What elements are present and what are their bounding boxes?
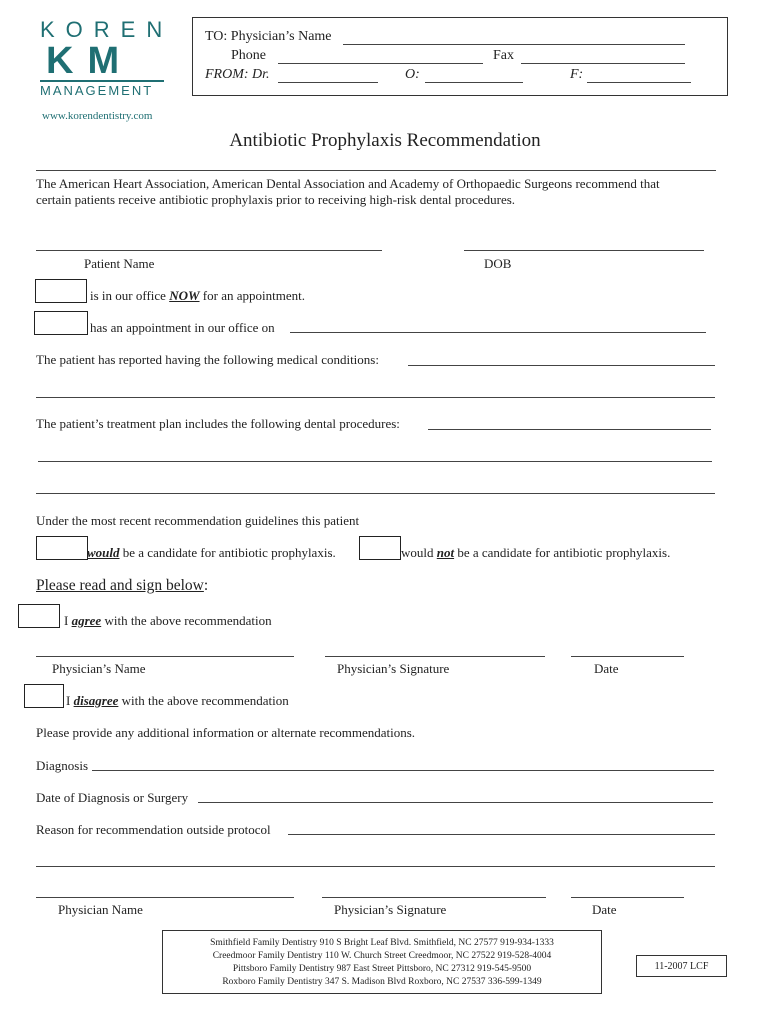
footer-line-creedmoor: Creedmoor Family Dentistry 110 W. Church Street Creedmoor, NC 27522 919-528-4004 bbox=[212, 951, 552, 961]
would-word: would bbox=[87, 545, 120, 560]
footer-line-pittsboro: Pittsboro Family Dentistry 987 East Street Pittsboro, NC 27312 919-545-9500 bbox=[232, 964, 532, 974]
reason-field-1[interactable] bbox=[288, 834, 715, 835]
has-appointment-checkbox[interactable] bbox=[34, 311, 88, 335]
o-field[interactable] bbox=[425, 82, 523, 83]
now-word: NOW bbox=[169, 288, 200, 303]
website-link[interactable]: www.korendentistry.com bbox=[42, 110, 153, 122]
form-code-box: 11-2007 LCF bbox=[636, 955, 727, 977]
agree-post: with the above recommendation bbox=[101, 613, 272, 628]
in-office-post: for an appointment. bbox=[199, 288, 305, 303]
logo bbox=[40, 17, 174, 122]
treatment-plan-field-3[interactable] bbox=[36, 493, 715, 494]
sign-heading-text: Please read and sign below bbox=[36, 577, 204, 594]
physician-signature-field-1[interactable] bbox=[325, 656, 545, 657]
intro-line-2: certain patients receive antibiotic prophylaxis prior to receiving high-risk dental procedures. bbox=[36, 192, 516, 207]
physician-signature-field-2[interactable] bbox=[322, 897, 546, 898]
fax-header-box bbox=[192, 17, 728, 96]
disagree-checkbox[interactable] bbox=[24, 684, 64, 708]
patient-name-field[interactable] bbox=[36, 250, 382, 251]
in-office-pre: is in our office bbox=[90, 288, 170, 303]
date-field-2[interactable] bbox=[571, 897, 684, 898]
office-locations-box bbox=[162, 930, 602, 994]
page-title: Antibiotic Prophylaxis Recommendation bbox=[229, 130, 541, 151]
would-post: be a candidate for antibiotic prophylaxis. bbox=[119, 545, 336, 560]
intro-line-1: The American Heart Association, American Dental Association and Academy of Orthopaedic Surgeons recommend that bbox=[36, 176, 660, 191]
appointment-date-field[interactable] bbox=[290, 332, 706, 333]
phone-field[interactable] bbox=[278, 63, 483, 64]
diagnosis-field[interactable] bbox=[92, 770, 714, 771]
physician-name-field[interactable] bbox=[343, 44, 685, 45]
medical-conditions-field-1[interactable] bbox=[408, 365, 715, 366]
dob-field[interactable] bbox=[464, 250, 704, 251]
logo-top-text: KOREN bbox=[40, 17, 174, 42]
fax-field[interactable] bbox=[521, 63, 685, 64]
logo-bottom-text: MANAGEMENT bbox=[40, 80, 164, 100]
in-office-now-text bbox=[90, 288, 305, 304]
patient-name-label: Patient Name bbox=[84, 256, 155, 271]
sign-heading-colon: : bbox=[203, 577, 209, 594]
medical-conditions-field-2[interactable] bbox=[36, 397, 715, 398]
agree-checkbox[interactable] bbox=[18, 604, 60, 628]
f-field[interactable] bbox=[587, 82, 691, 83]
would-not-candidate-checkbox[interactable] bbox=[359, 536, 401, 560]
o-label: O: bbox=[405, 67, 420, 82]
physician-name-sig-field-1[interactable] bbox=[36, 656, 294, 657]
date-label-1: Date bbox=[594, 661, 619, 676]
fax-label: Fax bbox=[493, 48, 514, 63]
would-not-post: be a candidate for antibiotic prophylaxis. bbox=[454, 545, 671, 560]
disagree-word: disagree bbox=[73, 693, 119, 708]
diagnosis-label: Diagnosis bbox=[36, 758, 88, 773]
to-physician-label: TO: Physician’s Name bbox=[205, 29, 332, 44]
physician-name-sig-field-2[interactable] bbox=[36, 897, 294, 898]
from-label: FROM: Dr. bbox=[205, 67, 270, 82]
agree-text bbox=[64, 613, 272, 629]
phone-label: Phone bbox=[231, 48, 266, 63]
in-office-now-checkbox[interactable] bbox=[35, 279, 87, 303]
from-dr-field[interactable] bbox=[278, 82, 378, 83]
has-appointment-label: has an appointment in our office on bbox=[90, 320, 275, 335]
date-of-diagnosis-label: Date of Diagnosis or Surgery bbox=[36, 790, 189, 805]
logo-middle-text: KM bbox=[46, 40, 134, 82]
guidelines-label: Under the most recent recommendation guidelines this patient bbox=[36, 513, 360, 528]
would-not-candidate-text bbox=[401, 545, 670, 561]
would-candidate-checkbox[interactable] bbox=[36, 536, 88, 560]
date-label-2: Date bbox=[592, 902, 617, 917]
physician-name-label-1: Physician’s Name bbox=[52, 661, 146, 676]
physician-name-label-2: Physician Name bbox=[58, 902, 143, 917]
agree-pre: I bbox=[64, 613, 72, 628]
footer-line-roxboro: Roxboro Family Dentistry 347 S. Madison Blvd Roxboro, NC 27537 336-599-1349 bbox=[222, 977, 542, 987]
title-divider bbox=[36, 170, 716, 171]
additional-info-label: Please provide any additional information or alternate recommendations. bbox=[36, 725, 416, 740]
reason-label: Reason for recommendation outside protocol bbox=[36, 822, 271, 837]
date-of-diagnosis-field[interactable] bbox=[198, 802, 713, 803]
sign-heading bbox=[36, 577, 208, 595]
physician-signature-label-2: Physician’s Signature bbox=[334, 902, 447, 917]
treatment-plan-label: The patient’s treatment plan includes the following dental procedures: bbox=[36, 416, 400, 431]
disagree-text bbox=[66, 693, 289, 709]
footer-line-smithfield: Smithfield Family Dentistry 910 S Bright Leaf Blvd. Smithfield, NC 27577 919-934-1333 bbox=[210, 938, 554, 948]
f-label: F: bbox=[570, 67, 584, 82]
date-field-1[interactable] bbox=[571, 656, 684, 657]
disagree-pre: I bbox=[66, 693, 74, 708]
treatment-plan-field-2[interactable] bbox=[38, 461, 712, 462]
would-candidate-text bbox=[87, 545, 336, 561]
would-not-pre: would bbox=[401, 545, 437, 560]
medical-conditions-label: The patient has reported having the following medical conditions: bbox=[36, 352, 379, 367]
treatment-plan-field-1[interactable] bbox=[428, 429, 711, 430]
dob-label: DOB bbox=[484, 256, 512, 271]
agree-word: agree bbox=[71, 613, 102, 628]
not-word: not bbox=[436, 545, 455, 560]
disagree-post: with the above recommendation bbox=[118, 693, 289, 708]
physician-signature-label-1: Physician’s Signature bbox=[337, 661, 450, 676]
reason-field-2[interactable] bbox=[36, 866, 715, 867]
